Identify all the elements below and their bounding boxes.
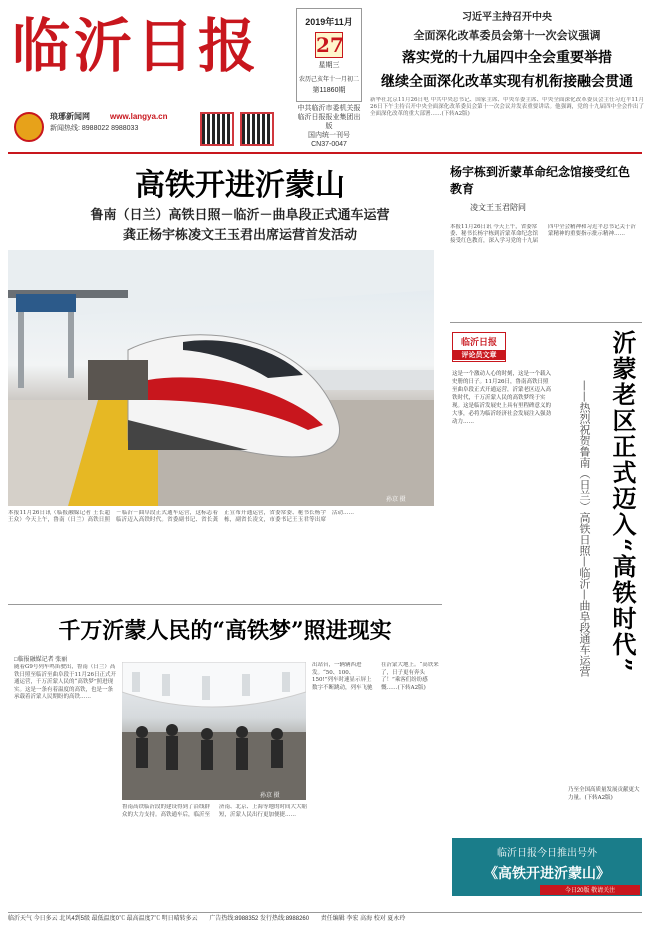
date-box — [296, 8, 362, 102]
editorial-title[interactable]: 沂蒙老区正式迈入“高铁时代” — [608, 330, 637, 674]
byline: □临报融媒记者 张丽 — [14, 657, 68, 663]
commentary-badge — [452, 332, 506, 362]
top-news[interactable] — [370, 6, 644, 150]
second-article-col: 鲁南高铁临沂段的建设得到了沿线群众的大力支持。高铁通车后，临沂至济南、北京、上海等地的时间大大缩短，沂蒙人民出行更加便捷…… — [122, 804, 308, 818]
date-month: 2019年11月 — [305, 17, 353, 27]
side-story-subtitle: 凌文王玉君陪同 — [470, 203, 526, 212]
ad-hotline: 广告热线:8988352 发行热线:8988260 — [209, 916, 310, 922]
news-hotline: 新闻热线: 8988022 8988033 — [50, 125, 139, 132]
photo-credit: 孙京 摄 — [386, 497, 406, 503]
photo-credit: 孙京 摄 — [260, 793, 280, 799]
publisher-line: 中共临沂市委机关报 — [297, 105, 361, 112]
publisher-code: CN37-0047 — [311, 141, 347, 148]
qr-code-icon — [240, 112, 274, 146]
qr-code-icon — [200, 112, 234, 146]
editor-credits: 责任编辑 李宏 高海 校对 夏永玲 — [320, 916, 406, 922]
page-footer — [8, 912, 642, 924]
newspaper-emblem-icon — [14, 112, 44, 142]
main-article-body: 本报11月26日讯（临报融媒记者 王长超 王众）今天上午，鲁南（日兰）高铁日照－临沂－曲阜段正式通车运营，这标志着临沂迈入高铁时代。省委副书记、省长龚正宣布开通运营，省委常委、秘书长杨宇栋，副省长凌文，市委书记王玉君等出席活动…… — [8, 510, 355, 523]
main-headline[interactable]: 高铁开进沂蒙山 — [135, 168, 345, 203]
second-article-col: 出站台，一辆辆西进发。“50、100、150!”列车时速显示屏上数字不断跳动，列车飞驰在沂蒙大地上。“高铁来了，日子更有奔头了！”乘客们纷纷感慨……(下转A2版) — [312, 662, 439, 691]
second-headline[interactable]: 千万沂蒙人民的“高铁梦”照进现实 — [58, 618, 392, 644]
train-illustration — [8, 250, 434, 506]
date-day: 27 — [316, 33, 344, 57]
publisher-info — [296, 104, 362, 149]
date-weekday: 星期三 — [318, 62, 340, 69]
side-story-title[interactable]: 杨宇栋到沂蒙革命纪念馆接受红色教育 — [450, 165, 631, 196]
badge-label: 评论员文章 — [453, 350, 505, 360]
publisher-line: 临沂日报报业集团出版 — [297, 114, 361, 130]
top-news-line: 全面深化改革委员会第十一次会议强调 — [413, 29, 601, 42]
editorial-body: 这是一个激动人心的时刻，这是一个载入史册的日子。11月26日，鲁南高铁日照至曲阜段正式开通运营，沂蒙老区迈入高铁时代，千万沂蒙人民的高铁梦终于实现。这是临沂发展史上具有里程碑意义的大事，必将为临沂经济社会发展注入强劲动力…… — [452, 371, 552, 425]
station-illustration — [122, 662, 306, 800]
weather-info: 临沂天气 今日多云 北风4到5级 最低温度0℃ 最高温度7℃ 明日晴转多云 — [8, 916, 198, 922]
main-subheadline: 龚正杨宇栋凌文王玉君出席运营首发活动 — [122, 228, 357, 243]
section-divider — [8, 604, 442, 605]
top-news-line: 习近平主持召开中央 — [462, 12, 552, 23]
editorial-subtitle: ——热烈祝贺鲁南（日兰）高铁日照—临沂—曲阜段通车运营 — [578, 380, 591, 677]
issue-number: 第11860期 — [312, 87, 346, 94]
station-passengers-photo[interactable] — [122, 662, 306, 800]
promo-footer: 今日20版 敬请关注 — [540, 885, 640, 895]
main-subheadline: 鲁南（日兰）高铁日照－临沂－曲阜段正式通车运营 — [90, 208, 390, 223]
date-lunar: 农历己亥年十一月初二 — [298, 77, 359, 83]
top-news-body: 新华社北京11月26日电 中共中央总书记、国家主席、中央军委主席、中央全面深化改革委员会主任习近平11月26日下午主持召开中央全面深化改革委员会第十一次会议并发表重要讲话。他强调，党的十九届四中全会作出了全面深化改革的重大部署……(下转A2版) — [370, 97, 644, 117]
editorial-continuation: 乃至全国高质量发展贡献更大力量。(下转A2版) — [568, 787, 640, 801]
promo-text: 临沂日报今日推出号外 — [497, 848, 597, 859]
publisher-line: 国内统一刊号 — [308, 132, 350, 139]
side-story-body: 本报11月26日讯 今天上午，省委常委、秘书长杨宇栋到沂蒙革命纪念馆接受红色教育，深入学习党的十九届四中全会精神和习近平总书记关于沂蒙精神的重要指示批示精神…… — [450, 224, 637, 244]
second-article-col: 随着G9号列车鸣笛驶出，鲁南（日兰）高铁日照至临沂至曲阜段于11月26日正式开通运营，千万沂蒙人民的“高铁梦”照进现实。这是一条有着温度的高铁，也是一条承载着沂蒙人民期盼的高铁…… — [14, 664, 116, 700]
top-news-headline: 继续全面深化改革实现有机衔接融会贯通 — [381, 74, 633, 90]
high-speed-train-photo[interactable] — [8, 250, 434, 506]
site-name: 琅琊新闻网 — [50, 112, 90, 121]
badge-title: 临沂日报 — [460, 338, 497, 348]
section-divider — [450, 322, 642, 323]
promo-title: 《高铁开进沂蒙山》 — [484, 866, 610, 882]
masthead-divider — [8, 152, 642, 154]
newspaper-title: 临沂日报 — [12, 12, 261, 80]
site-url[interactable]: www.langya.cn — [110, 112, 168, 121]
top-news-headline: 落实党的十九届四中全会重要举措 — [402, 50, 612, 66]
